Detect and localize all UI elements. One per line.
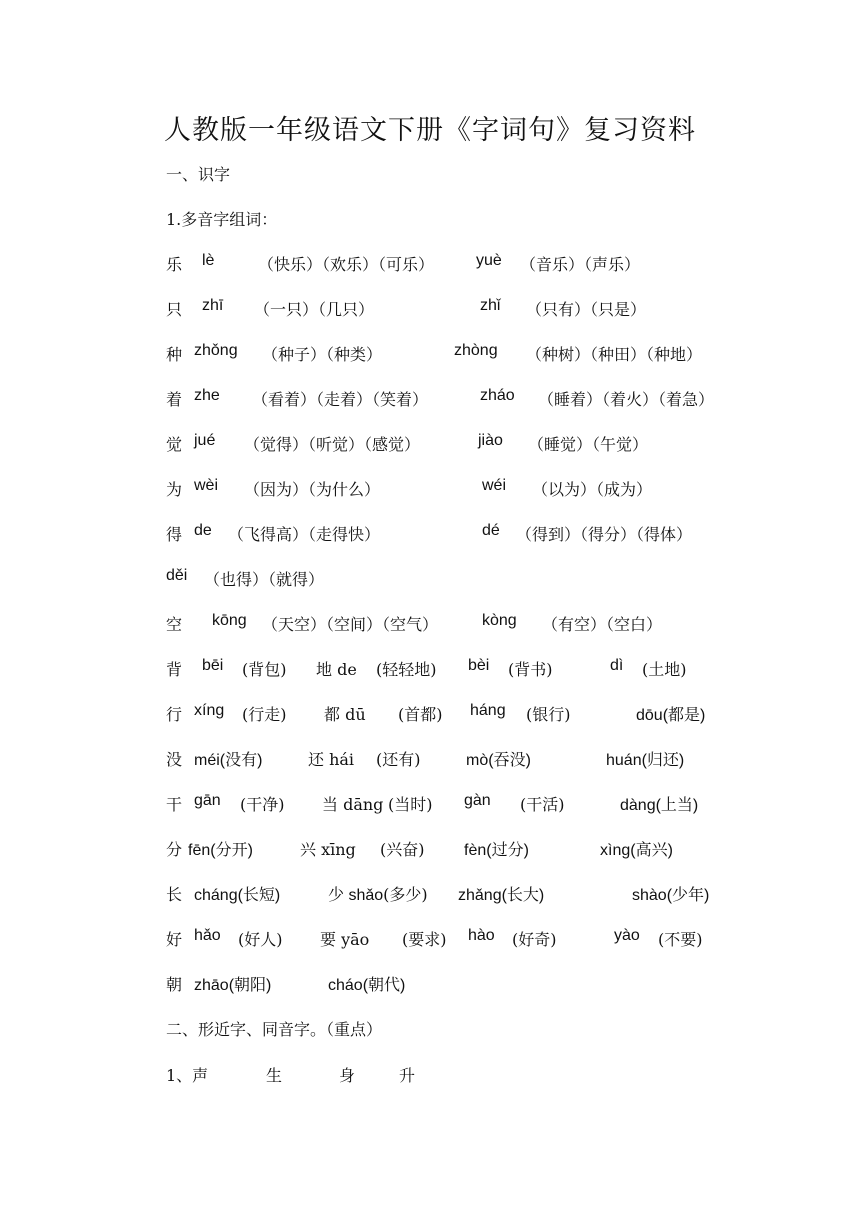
pinyin: dàng — [620, 797, 656, 814]
pinyin: cháo — [328, 977, 363, 994]
word-group: （也得）（就得） — [204, 570, 325, 589]
word-group: (吞没) — [488, 752, 531, 769]
character: 分 — [166, 840, 183, 859]
pinyin: zhī — [202, 297, 224, 314]
pinyin: 要 yāo — [320, 930, 370, 949]
pinyin: lè — [202, 252, 215, 269]
word-group: (多少) — [383, 885, 428, 904]
word-group: (过分) — [486, 842, 529, 859]
character: 好 — [166, 930, 183, 949]
character: 行 — [166, 705, 183, 724]
word-group: （种子）（种类） — [262, 345, 383, 364]
character: 种 — [166, 345, 183, 364]
character: 长 — [166, 885, 183, 904]
pinyin: gàn — [464, 792, 491, 809]
pinyin: 还 hái — [308, 750, 355, 769]
word-group: （睡觉）（午觉） — [528, 435, 649, 454]
pinyin: jué — [194, 432, 216, 449]
word-group: （天空）（空间）（空气） — [262, 615, 439, 634]
word-group: （因为）（为什么） — [244, 480, 381, 499]
pinyin-word — [600, 837, 673, 860]
pinyin: dōu — [636, 707, 663, 724]
word-group: (当时) — [388, 795, 433, 814]
pinyin: fèn — [464, 842, 487, 859]
pinyin: bēi — [202, 657, 224, 674]
pinyin-word — [194, 747, 262, 770]
word-group: (好奇) — [512, 930, 557, 949]
pinyin: wéi — [482, 477, 507, 494]
pinyin-word — [606, 747, 684, 770]
word-group: (分开) — [210, 842, 253, 859]
word-group: (银行) — [526, 705, 571, 724]
word-group: (背包) — [242, 660, 287, 679]
pinyin: shào — [632, 887, 667, 904]
word-group: (都是) — [662, 707, 706, 724]
word-group: （以为）（成为） — [532, 480, 653, 499]
similar-char: 身 — [339, 1066, 356, 1085]
pinyin: gān — [194, 792, 221, 809]
character: 为 — [166, 480, 183, 499]
pinyin-word — [620, 792, 698, 815]
pinyin: xìng — [600, 842, 631, 859]
pinyin-word — [466, 747, 531, 770]
pinyin: zhāo — [194, 977, 229, 994]
character: 只 — [166, 300, 183, 319]
word-group: （看着）（走着）（笑着） — [252, 390, 429, 409]
pinyin: kòng — [482, 612, 517, 629]
pinyin: yuè — [476, 252, 502, 269]
word-group: (背书) — [508, 660, 553, 679]
pinyin: 地 de — [316, 660, 357, 679]
word-group: （得到）（得分）（得体） — [516, 525, 693, 544]
pinyin: zhe — [194, 387, 220, 404]
pinyin: yào — [614, 927, 640, 944]
pinyin: wèi — [194, 477, 219, 494]
pinyin-word — [194, 972, 271, 995]
word-group: (高兴) — [630, 842, 673, 859]
word-group: (兴奋) — [380, 840, 425, 859]
pinyin: jiào — [478, 432, 503, 449]
pinyin: zhòng — [454, 342, 498, 359]
pinyin: 兴 xīng — [300, 840, 356, 859]
character: 空 — [166, 615, 183, 634]
word-group: (土地) — [642, 660, 687, 679]
pinyin-word — [632, 882, 709, 905]
character: 背 — [166, 660, 183, 679]
character: 朝 — [166, 975, 183, 994]
word-group: (还有) — [376, 750, 421, 769]
pinyin-word — [188, 837, 253, 860]
pinyin-word — [328, 972, 405, 995]
pinyin-word — [636, 702, 705, 725]
similar-char: 升 — [399, 1066, 416, 1085]
pinyin: cháng — [194, 887, 238, 904]
pinyin: 都 dū — [324, 705, 366, 724]
pinyin-word — [194, 882, 280, 905]
pinyin: dì — [610, 657, 624, 674]
pinyin: hào — [468, 927, 495, 944]
pinyin: méi — [194, 752, 220, 769]
pinyin: zháo — [480, 387, 515, 404]
word-group: (少年) — [666, 887, 710, 904]
pinyin: huán — [606, 752, 642, 769]
pinyin: zhǐ — [480, 297, 501, 314]
pinyin: fēn — [188, 842, 211, 859]
pinyin: mò — [466, 752, 489, 769]
word-group: （音乐）（声乐） — [520, 255, 641, 274]
pinyin-word — [464, 837, 529, 860]
word-group: （睡着）（着火）（着急） — [538, 390, 715, 409]
pinyin: zhǒng — [194, 342, 238, 359]
pinyin: hǎo — [194, 927, 221, 944]
word-group: (朝阳) — [228, 977, 272, 994]
pinyin: 当 dāng — [322, 795, 384, 814]
word-group: （种树）（种田）（种地） — [526, 345, 703, 364]
word-group: (行走) — [242, 705, 287, 724]
similar-char: 生 — [266, 1066, 283, 1085]
word-group: （觉得）（听觉）（感觉） — [244, 435, 421, 454]
page-title: 人教版一年级语文下册《字词句》复习资料 — [164, 115, 696, 146]
character: 没 — [166, 750, 183, 769]
word-group: (轻轻地) — [376, 660, 437, 679]
word-group: (长大) — [501, 887, 545, 904]
word-group: （快乐）（欢乐）（可乐） — [258, 255, 435, 274]
word-group: (归还) — [641, 752, 685, 769]
word-group: （飞得高）（走得快） — [228, 525, 381, 544]
pinyin-word — [458, 882, 544, 905]
character: 乐 — [166, 255, 183, 274]
pinyin: bèi — [468, 657, 490, 674]
word-group: （只有）（只是） — [526, 300, 647, 319]
character: 得 — [166, 525, 183, 544]
section-heading-1: 一、识字 — [166, 165, 231, 184]
character: 着 — [166, 390, 183, 409]
pinyin: 少 shǎo — [328, 887, 384, 904]
word-group: (不要) — [658, 930, 703, 949]
pinyin: děi — [166, 567, 188, 584]
pinyin: xíng — [194, 702, 225, 719]
word-group: (干净) — [240, 795, 285, 814]
word-group: (朝代) — [362, 977, 406, 994]
word-group: (干活) — [520, 795, 565, 814]
word-group: （有空）（空白） — [542, 615, 663, 634]
character: 觉 — [166, 435, 183, 454]
subheading-polyphones: 1.多音字组词： — [166, 210, 278, 229]
pinyin: kōng — [212, 612, 247, 629]
word-group: (没有) — [219, 752, 263, 769]
pinyin: zhǎng — [458, 887, 502, 904]
character: 干 — [166, 795, 183, 814]
word-group: （一只）（几只） — [254, 300, 375, 319]
word-group: (上当) — [655, 797, 699, 814]
similar-char: 1、声 — [166, 1066, 209, 1085]
pinyin-word — [328, 882, 428, 905]
pinyin: de — [194, 522, 212, 539]
word-group: (长短) — [237, 887, 281, 904]
word-group: (首都) — [398, 705, 443, 724]
section-heading-2: 二、形近字、同音字。（重点） — [166, 1020, 383, 1039]
word-group: (好人) — [238, 930, 283, 949]
word-group: (要求) — [402, 930, 447, 949]
pinyin: dé — [482, 522, 500, 539]
pinyin: háng — [470, 702, 506, 719]
